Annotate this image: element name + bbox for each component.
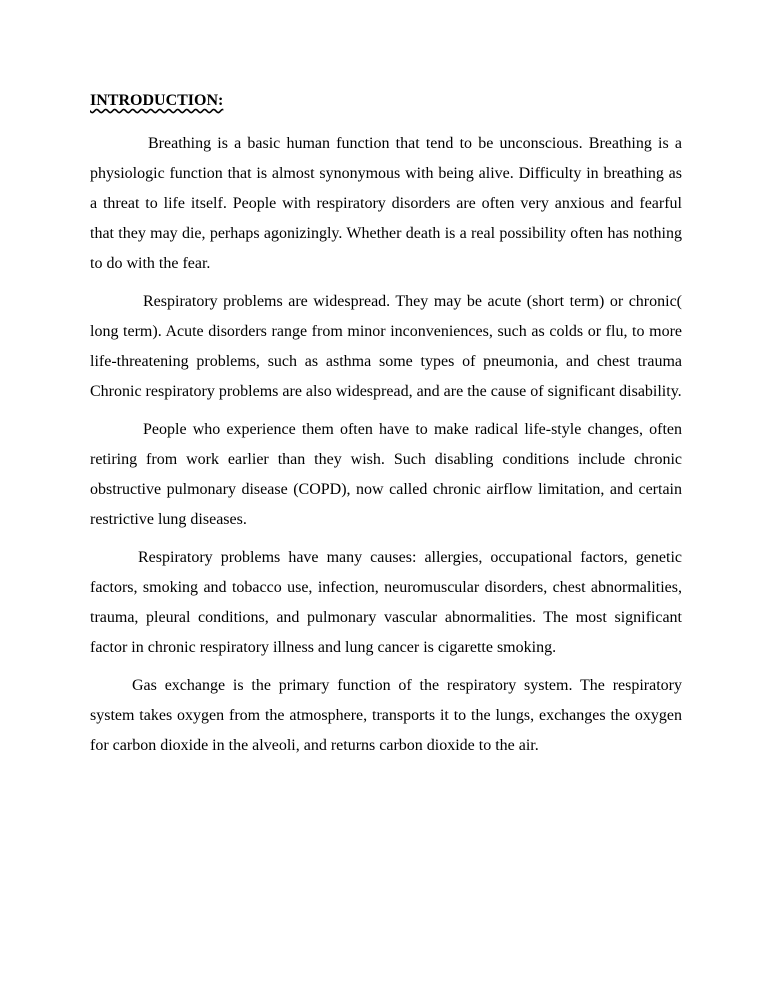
paragraph-causes: Respiratory problems have many causes: allergies, occupational factors, genetic factors, smoking and tobacco use, infection, neuromuscular disorders, chest abnormalities, trauma, pleural conditions, and pulmonary vascular abnormalities. The most significant factor in chronic respiratory illness and lung cancer is cigarette smoking. — [90, 549, 682, 656]
paragraph-lifestyle-changes: People who experience them often have to make radical life-style changes, often retiring from work earlier than they wish. Such disabling conditions include chronic obstructive pulmonary disease (COPD), now called chronic airflow limitation, and certain restrictive lung diseases. — [90, 421, 682, 528]
paragraph-respiratory-problems: Respiratory problems are widespread. They may be acute (short term) or chronic( long term). Acute disorders range from minor inconveniences, such as colds or flu, to more life-threatening problems, such as asthma some types of pneumonia, and chest trauma Chronic respiratory problems are also widespread, and are the cause of significant disability. — [90, 293, 682, 400]
document-body — [90, 89, 682, 769]
paragraph-gas-exchange: Gas exchange is the primary function of the respiratory system. The respiratory system takes oxygen from the atmosphere, transports it to the lungs, exchanges the oxygen for carbon dioxide in the alveoli, and returns carbon dioxide to the air. — [90, 677, 682, 754]
section-heading: INTRODUCTION: — [90, 92, 224, 109]
paragraph-breathing: Breathing is a basic human function that tend to be unconscious. Breathing is a physiologic function that is almost synonymous with being alive. Difficulty in breathing as a threat to life itself. People with respiratory disorders are often very anxious and fearful that they may die, perhaps agonizingly. Whether death is a real possibility often has nothing to do with the fear. — [90, 135, 682, 272]
